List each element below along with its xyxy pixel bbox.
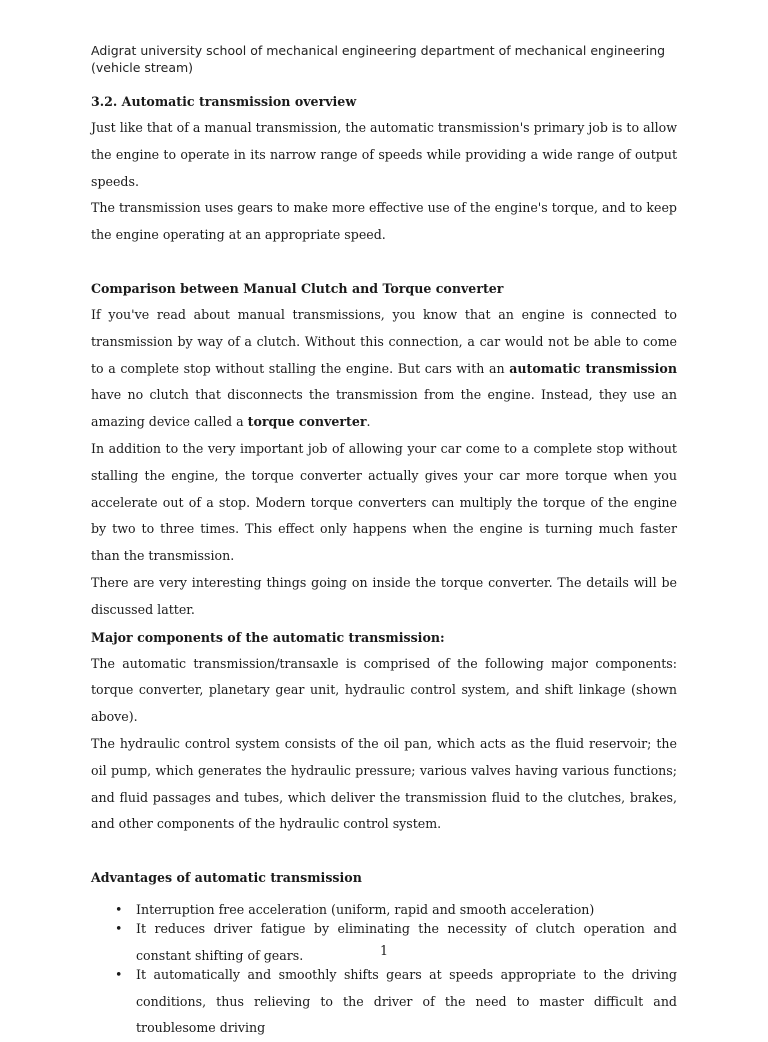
comparison-text-b: have no clutch that disconnects the transmission from the engine. Instead, they use an amazing device called a — [91, 387, 677, 430]
list-item-text: Interruption free acceleration (uniform, rapid and smooth acceleration) — [136, 902, 595, 918]
bullet-icon: • — [115, 921, 123, 937]
overview-paragraph-1: Just like that of a manual transmission, the automatic transmission's primary job is to allow the engine to operate in its narrow range of speeds while providing a wide range of output speeds. — [91, 120, 677, 189]
list-item-text: It automatically and smoothly shifts gears at speeds appropriate to the driving conditions, thus relieving to the driver of the need to master difficult and troublesome driving — [136, 966, 677, 1036]
components-paragraph-2: The hydraulic control system consists of the oil pan, which acts as the fluid reservoir; the oil pump, which generates the hydraulic pressure; various valves having various functions; and fluid passages and tubes, which deliver the transmission fluid to the clutches, brakes, and other components of the hydraulic control system. — [91, 735, 677, 832]
comparison-text-a: If you've read about manual transmissions, you know that an engine is connected to transmission by way of a clutch. Without this connection, a car would not be able to come to a complete stop without stalling the engine. But cars with an — [91, 306, 677, 376]
comparison-text-c: . — [366, 414, 371, 430]
comparison-paragraph-1 — [91, 302, 677, 436]
bullet-icon: • — [115, 902, 123, 918]
list-item-text: It reduces driver fatigue by eliminating the necessity of clutch operation and constant shifting of gears. — [136, 921, 677, 963]
document-page — [91, 42, 677, 1042]
components-paragraph-1: The automatic transmission/transaxle is comprised of the following major components: torque converter, planetary gear unit, hydraulic control system, and shift linkage (shown above). — [91, 655, 677, 725]
list-item — [91, 962, 677, 1042]
spacer — [91, 891, 677, 901]
advantages-list — [91, 901, 677, 1042]
spacer — [91, 838, 677, 864]
header-line-2: (vehicle stream) — [91, 60, 194, 75]
term-torque-converter: torque converter — [247, 414, 367, 430]
section-title-advantages: Advantages of automatic transmission — [91, 870, 362, 886]
bullet-icon: • — [115, 966, 123, 982]
spacer — [91, 249, 677, 275]
section-title-comparison: Comparison between Manual Clutch and Torque converter — [91, 280, 504, 296]
overview-paragraph-2: The transmission uses gears to make more effective use of the engine's torque, and to keep the engine operating at an appropriate speed. — [91, 200, 677, 243]
page-number: 1 — [379, 943, 388, 958]
section-title-components: Major components of the automatic transmission: — [91, 629, 445, 645]
document-header — [91, 42, 677, 76]
term-automatic-transmission: automatic transmission — [509, 360, 677, 376]
comparison-paragraph-3: There are very interesting things going on inside the torque converter. The details will be discussed latter. — [91, 574, 677, 617]
header-line-1: Adigrat university school of mechanical engineering department of mechanical engineering — [91, 43, 666, 58]
section-title-overview: 3.2. Automatic transmission overview — [91, 94, 357, 109]
comparison-paragraph-2: In addition to the very important job of allowing your car come to a complete stop without stalling the engine, the torque converter actually gives your car more torque when you accelerate out of a stop. Modern torque converters can multiply the torque of the engine by two to three times. This effect only happens when the engine is turning much faster than the transmission. — [91, 440, 677, 564]
